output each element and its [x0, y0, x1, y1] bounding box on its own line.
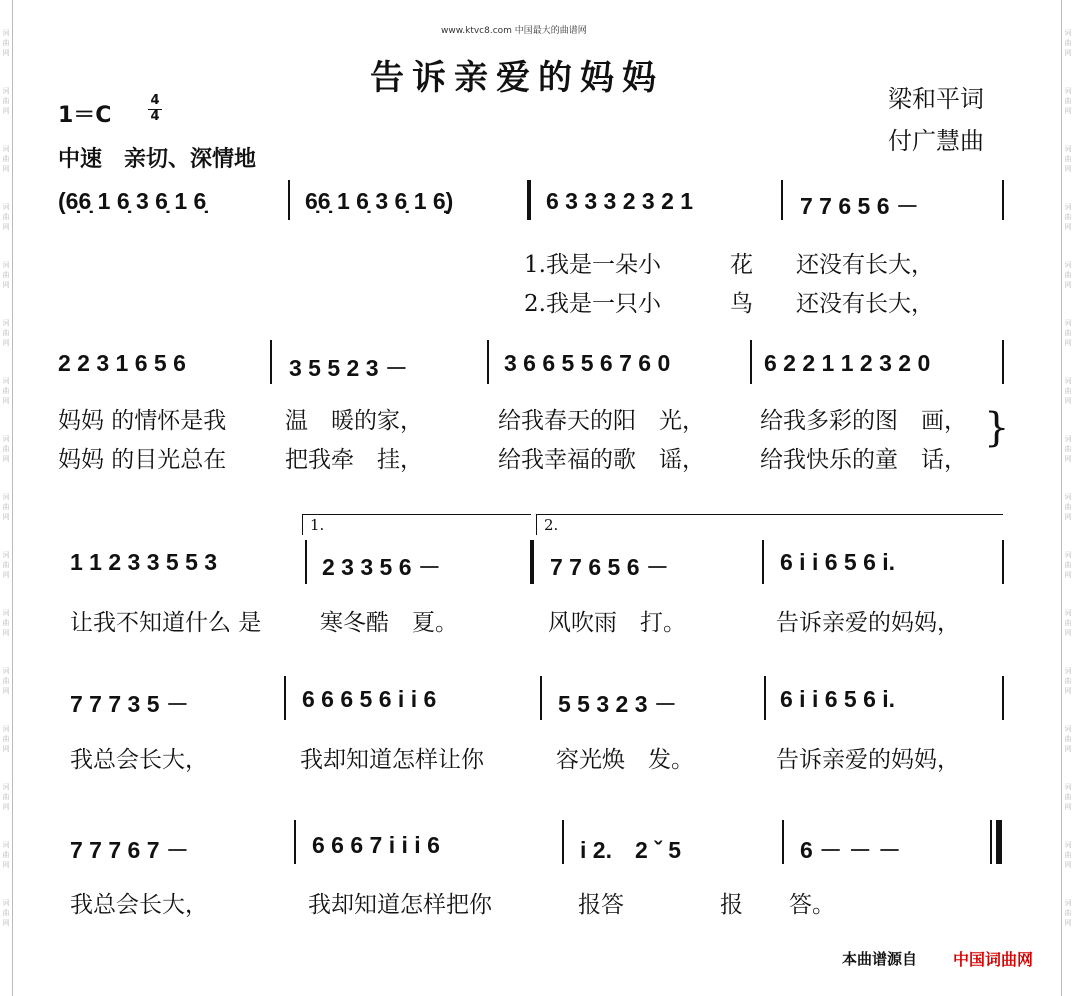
watermark-text: 词 曲 网	[2, 261, 10, 289]
watermark-text: 词 曲 网	[2, 841, 10, 869]
repeat-end-barline	[530, 540, 534, 584]
verse-brace: }	[984, 405, 1010, 451]
lyric: 我却知道怎样把你	[308, 892, 492, 918]
brand-link[interactable]: 中国词曲网	[953, 950, 1034, 969]
barline	[270, 340, 272, 384]
measure: 7 7 7 6 7 －	[70, 837, 189, 863]
watermark-text: 词 曲 网	[1064, 203, 1072, 231]
watermark-text: 词 曲 网	[2, 435, 10, 463]
time-signature-bottom: 4	[150, 109, 160, 124]
lyric: 告诉亲爱的妈妈，	[776, 610, 960, 636]
watermark-text: 词 曲 网	[1064, 783, 1072, 811]
measure: 7 7 6 5 6 －	[800, 193, 919, 219]
final-barline-thin	[990, 820, 992, 864]
lyric: 告诉亲爱的妈妈，	[776, 747, 960, 773]
measure: 7 7 6 5 6 －	[550, 554, 669, 580]
lyric: 让我不知道什么 是	[70, 610, 262, 636]
lyric-verse1: 还没有长大，	[796, 252, 934, 278]
measure: 5 5 3 2 3 －	[558, 691, 677, 717]
measure: 6 2 2 1 1 2 3 2 0	[764, 350, 931, 376]
lyric-verse2: 2.我是一只小	[524, 291, 661, 317]
volta-2-bracket	[536, 514, 1003, 535]
barline	[762, 540, 764, 584]
watermark-text: 词 曲 网	[1064, 725, 1072, 753]
lyric-verse1: 给我多彩的图 画，	[760, 408, 967, 434]
watermark-text: 词 曲 网	[1064, 609, 1072, 637]
watermark-text: 词 曲 网	[1064, 261, 1072, 289]
watermark-text: 词 曲 网	[1064, 667, 1072, 695]
final-barline-thick	[996, 820, 1002, 864]
barline	[781, 180, 783, 220]
site-url: www.ktvc8.com 中国最大的曲谱网	[441, 26, 587, 36]
lyric-verse1: 1.我是一朵小	[524, 252, 661, 278]
volta-1-bracket	[302, 514, 531, 535]
watermark-text: 词 曲 网	[2, 319, 10, 347]
watermark-text: 词 曲 网	[1064, 377, 1072, 405]
lyric-verse2: 把我牵 挂，	[285, 447, 423, 473]
measure: 6 6 6 7 i i i 6	[312, 832, 440, 858]
lyric-verse1: 给我春天的阳 光，	[498, 408, 705, 434]
repeat-start-barline	[527, 180, 531, 220]
time-signature	[148, 94, 162, 125]
barline	[305, 540, 307, 584]
right-watermark-strip	[1061, 0, 1074, 996]
time-signature-top: 4	[148, 94, 162, 110]
watermark-text: 词 曲 网	[1064, 841, 1072, 869]
measure: 6 － － －	[800, 837, 901, 863]
lyric-verse2: 给我快乐的童 话，	[760, 447, 967, 473]
watermark-text: 词 曲 网	[1064, 551, 1072, 579]
watermark-text: 词 曲 网	[1064, 319, 1072, 347]
left-watermark-strip	[0, 0, 13, 996]
measure: i 2. 2 ˇ 5	[580, 837, 681, 863]
barline	[288, 180, 290, 220]
measure: 6 6 6 5 6 i i 6	[302, 686, 437, 712]
watermark-text: 词 曲 网	[1064, 435, 1072, 463]
lyric: 报 答。	[720, 892, 835, 918]
lyric: 我却知道怎样让你	[300, 747, 484, 773]
lyric-verse1: 温 暖的家，	[285, 408, 423, 434]
watermark-text: 词 曲 网	[2, 203, 10, 231]
lyricist-credit: 梁和平词	[888, 85, 984, 113]
watermark-text: 词 曲 网	[2, 725, 10, 753]
measure: 2 3 3 5 6 －	[322, 554, 441, 580]
barline	[1002, 180, 1004, 220]
lyric-verse2: 给我幸福的歌 谣，	[498, 447, 705, 473]
watermark-text: 词 曲 网	[1064, 493, 1072, 521]
watermark-text: 词 曲 网	[1064, 145, 1072, 173]
watermark-text: 词 曲 网	[2, 145, 10, 173]
watermark-text: 词 曲 网	[2, 29, 10, 57]
lyric: 寒冬酷 夏。	[320, 610, 458, 636]
measure: 2 2 3 1 6 5 6	[58, 350, 186, 376]
watermark-text: 词 曲 网	[2, 899, 10, 927]
watermark-text: 词 曲 网	[2, 783, 10, 811]
barline	[1002, 540, 1004, 584]
lyric: 我总会长大，	[70, 747, 208, 773]
lyric-verse1: 花	[730, 252, 753, 278]
watermark-text: 词 曲 网	[2, 493, 10, 521]
lyric: 容光焕 发。	[556, 747, 694, 773]
intro-measure-1: (6̣6̣ 1 6̣ 3 6̣ 1 6̣	[58, 188, 207, 214]
barline	[540, 676, 542, 720]
measure: 3 6 6 5 5 6 7 6 0	[504, 350, 671, 376]
barline	[284, 676, 286, 720]
measure: 6 i i 6 5 6 i.	[780, 686, 896, 712]
volta-2-label: 2.	[544, 516, 559, 534]
watermark-text: 词 曲 网	[2, 667, 10, 695]
measure: 1 1 2 3 3 5 5 3	[70, 549, 218, 575]
watermark-text: 词 曲 网	[2, 551, 10, 579]
lyric: 风吹雨 打。	[548, 610, 686, 636]
song-title: 告诉亲爱的妈妈	[370, 58, 664, 98]
measure: 6 3 3 3 2 3 2 1	[546, 188, 694, 214]
lyric: 我总会长大，	[70, 892, 208, 918]
lyric-verse2: 还没有长大，	[796, 291, 934, 317]
barline	[487, 340, 489, 384]
barline	[562, 820, 564, 864]
intro-measure-2: 6̣6̣ 1 6̣ 3 6̣ 1 6̣)	[305, 188, 454, 214]
lyric-verse2: 鸟	[730, 291, 753, 317]
lyric-verse2: 妈妈 的目光总在	[58, 447, 227, 473]
watermark-text: 词 曲 网	[2, 377, 10, 405]
lyric: 报答	[578, 892, 624, 918]
barline	[294, 820, 296, 864]
composer-credit: 付广慧曲	[888, 127, 984, 155]
watermark-text: 词 曲 网	[2, 609, 10, 637]
barline	[1002, 340, 1004, 384]
measure: 6 i i 6 5 6 i.	[780, 549, 896, 575]
key-signature: 1＝C	[58, 103, 112, 128]
barline	[782, 820, 784, 864]
barline	[1002, 676, 1004, 720]
volta-1-label: 1.	[310, 516, 325, 534]
watermark-text: 词 曲 网	[1064, 899, 1072, 927]
watermark-text: 词 曲 网	[2, 87, 10, 115]
tempo-marking: 中速 亲切、深情地	[58, 147, 257, 172]
lyric-verse1: 妈妈 的情怀是我	[58, 408, 227, 434]
watermark-text: 词 曲 网	[1064, 29, 1072, 57]
measure: 3 5 5 2 3 －	[289, 355, 408, 381]
barline	[764, 676, 766, 720]
watermark-text: 词 曲 网	[1064, 87, 1072, 115]
source-label: 本曲谱源自	[842, 950, 918, 968]
barline	[750, 340, 752, 384]
measure: 7 7 7 3 5 －	[70, 691, 189, 717]
